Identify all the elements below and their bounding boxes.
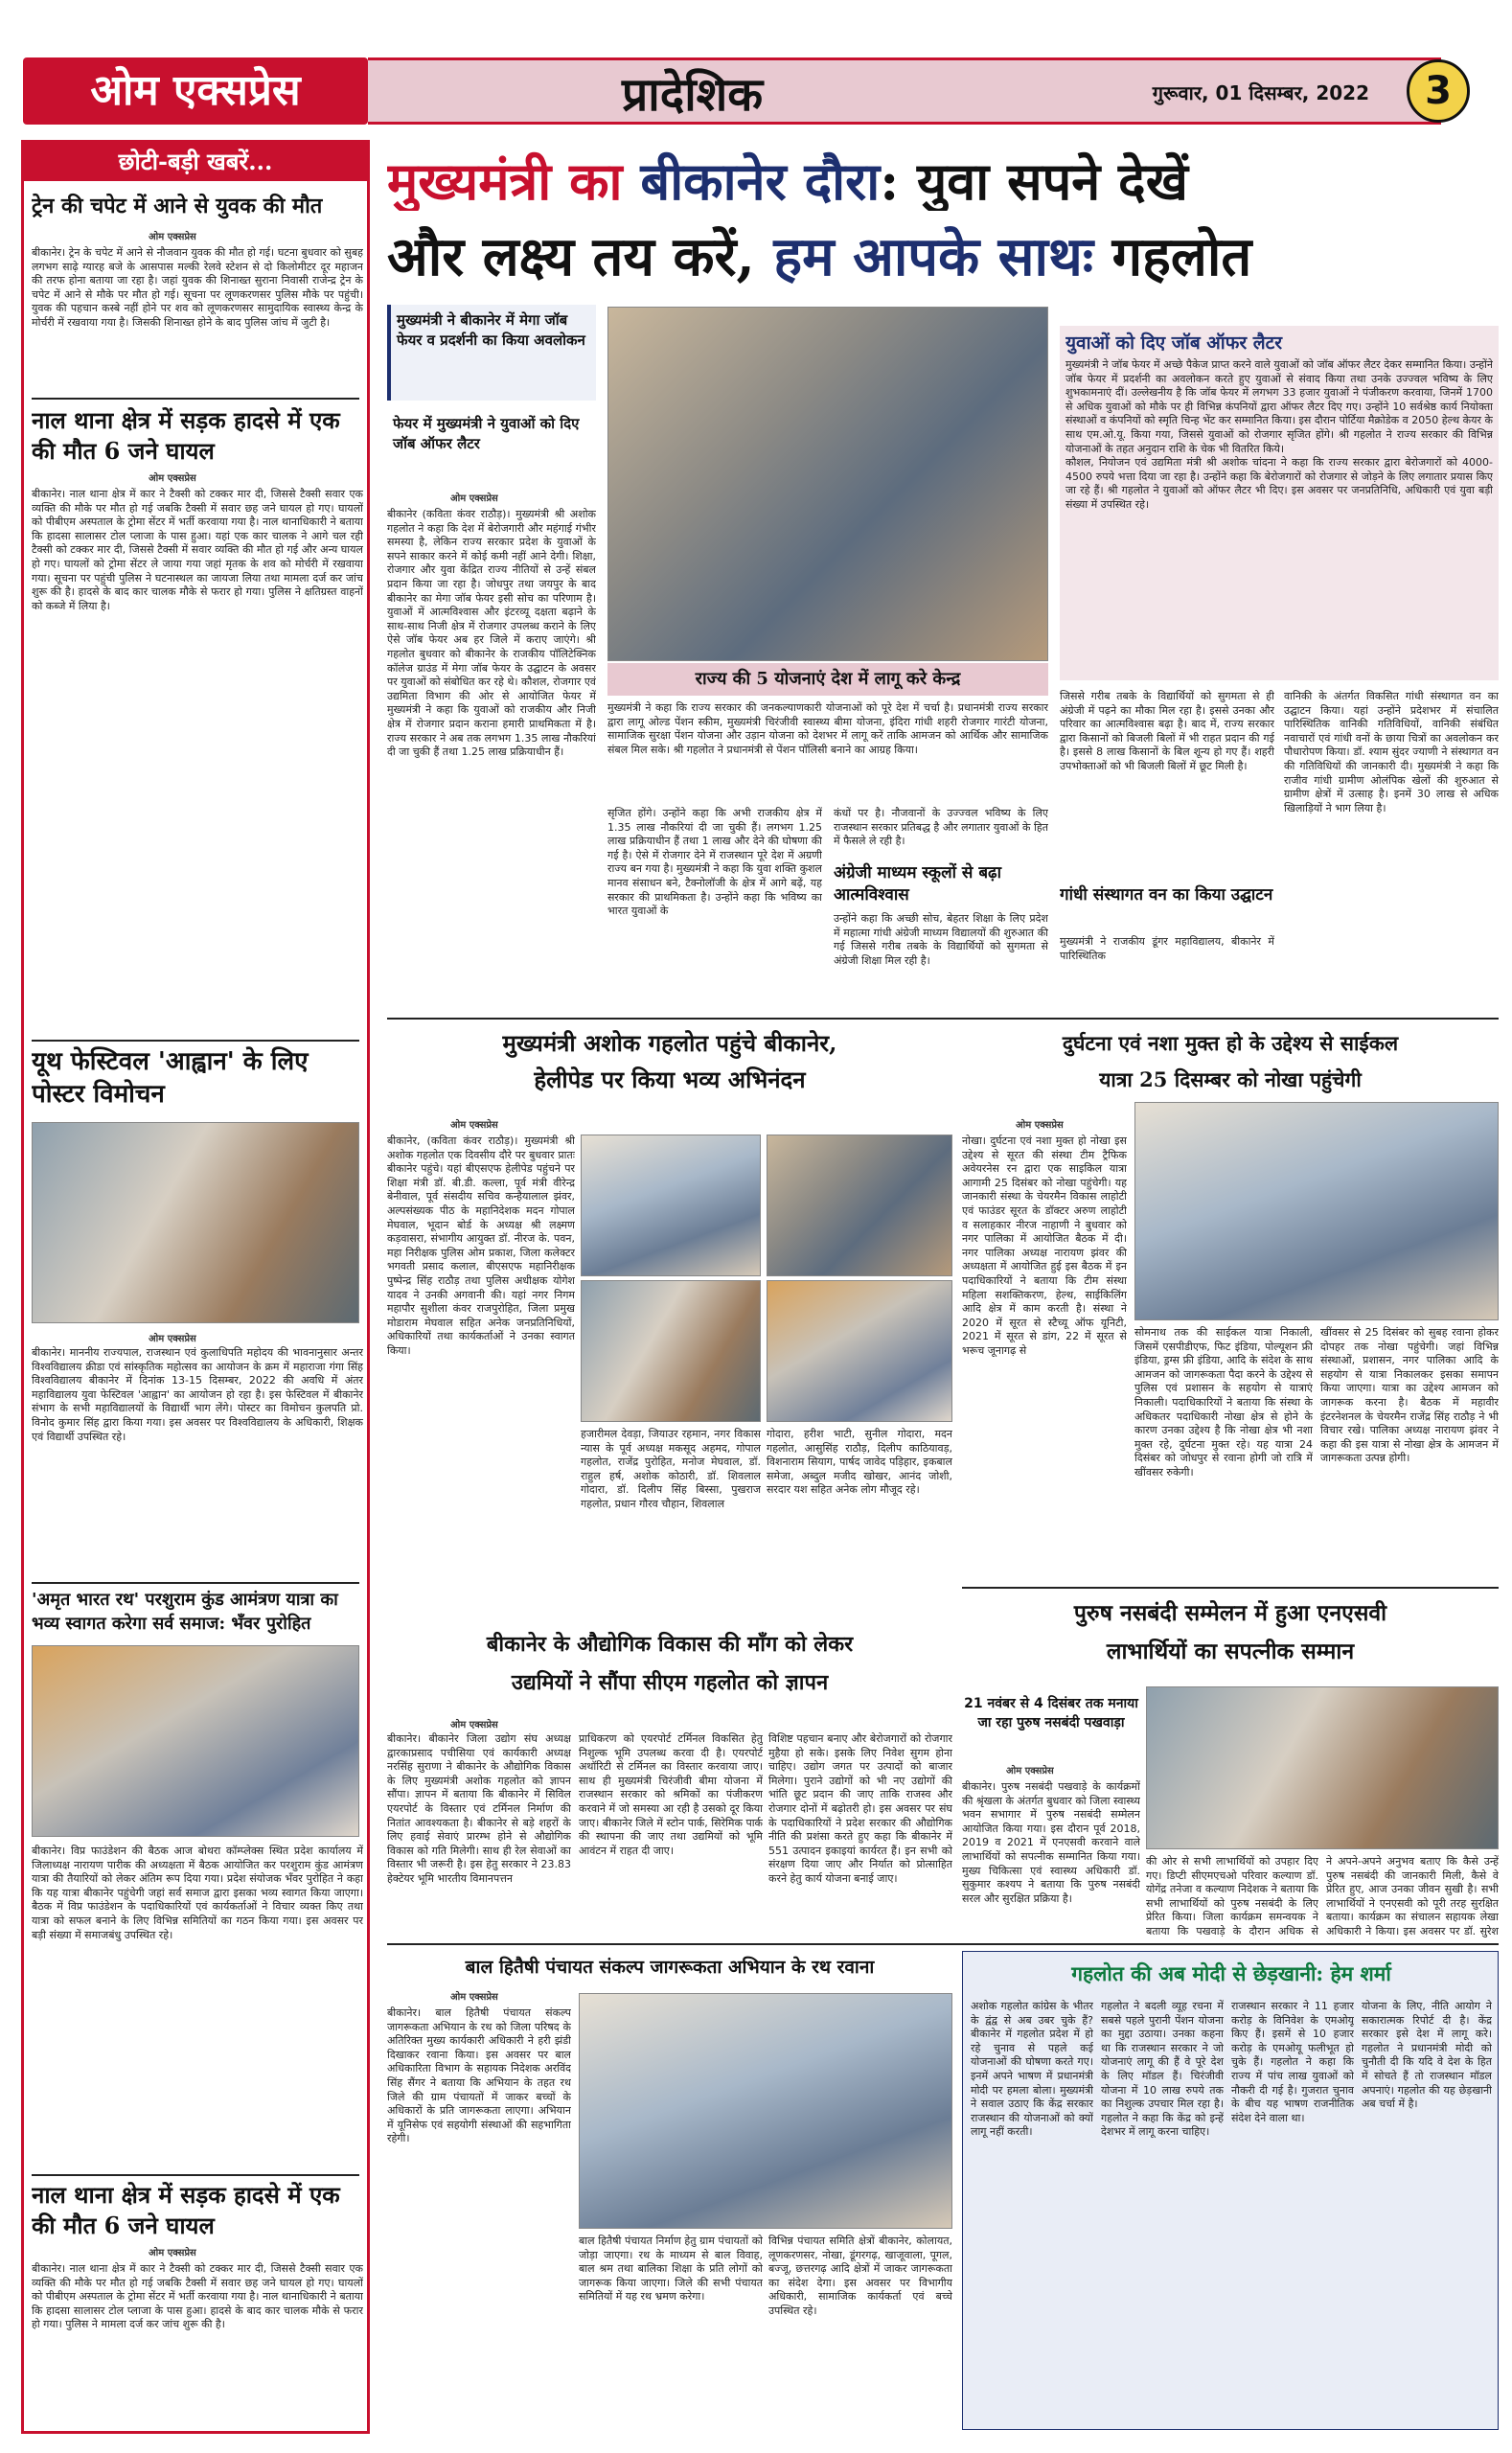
vas-col1: बीकानेर। पुरुष नसबंदी पखवाड़े के कार्यक्रमों की श्रृंखला के अंतर्गत बुधवार को जिला स्वास्थ्य भवन सभागार में पुरुष नसबंदी सम्मेलन आयोजित किया गया। इस दौरान पूर्व 2018, 2019 व 2021 में एनएसवी करवाने वाले लाभार्थियों को सपत्नीक सम्मानित किया गया। मुख्य चिकित्सा एवं स्वास्थ्य अधिकारी डॉ. सुकुमार कश्यप ने बताया कि पुरुष नसबंदी सरल और सुरक्षित प्रक्रिया है। (962, 1780, 1140, 1905)
s3-body: बीकानेर। माननीय राज्यपाल, राजस्थान एवं कुलाधिपति महोदय की भावनानुसार अन्तर विश्वविद्यालय क्रीडा एवं सांस्कृतिक महोत्सव का आयोजन के क्रम में महाराजा गंगा सिंह विश्वविद्यालय बीकानेर में दिनांक 13-15 दिसम्बर, 2022 की अवधि में अंतर महाविद्यालय युवा फेस्टिवल 'आह्वान' का आयोजन हो रहा है। इस फेस्टिवल में बीकानेर संभाग के सभी महाविद्यालयों के विद्यार्थी भाग लेंगे। पोस्टर का विमोचन कुलपति प्रो. विनोद कुमार सिंह द्वारा किया गया। इस अवसर पर विश्वविद्यालय के अधिकारी, शिक्षक एवं विद्यार्थी उपस्थित रहे। (32, 1346, 363, 1443)
divider (32, 2174, 359, 2176)
s1-body: बीकानेर। ट्रेन के चपेट में आने से नौजवान युवक की मौत हो गई। घटना बुधवार को सुबह लगभग साढ़े ग्यारह बजे के आसपास मल्की रेलवे स्टेशन से दो किलोमीटर दूर महाजन की तरफ होना बताया जा रहा है। जहां युवक की शिनाख्त सुराना निवासी राजेन्द्र ट्रेन के चपेट में आने से मौके पर मौत हो गई। सूचना पर लूणकरणसर पुलिस मौके पर पहुंची। युवक की पहचान कस्बे नहीं होने पर शव को लूणकरणसर सामुदायिक स्वास्थ्य केन्द्र के मोर्चरी में रखवाया गया है। जिसकी शिनाख्त होने के बाद पुलिस जांच में जुटी है। (32, 246, 363, 329)
divider (387, 1018, 1499, 1020)
lead-deck-1-text: मुख्यमंत्री ने बीकानेर में मेगा जॉब फेयर व प्रदर्शनी का किया अवलोकन (397, 311, 585, 349)
lead-subhead: अंग्रेजी माध्यम स्कूलों से बढ़ा आत्मविश्वास (834, 863, 1002, 905)
jobs-headline: युवाओं को दिए जॉब ऑफर लैटर (1065, 332, 1282, 354)
lead-deck-1 (387, 305, 596, 401)
dr-byline: ओम एक्सप्रेस (1016, 1120, 1064, 1131)
bal-photo (579, 1993, 952, 2229)
dr-col2: सोमनाथ तक की साईकल यात्रा निकाली, जिसमें एसपीडीएफ, फिट इंडिया, पोल्यूशन फ्री इंडिया, ड्रग्स फ्री इंडिया, आदि के संदेश के साथ आमजन को जागरूकता पैदा करने के उद्देश्य से पुलिस एवं प्रशासन के सहयोग से यात्राएं निकाली। पदाधिकारियों ने बताया कि संस्था के अधिकतर पदाधिकारी नोखा क्षेत्र से होने के कारण उनका उद्देश्य है कि नोखा क्षेत्र भी नशा मुक्त रहे, दुर्घटना मुक्त रहे। यह यात्रा 24 दिसंबर को जोधपुर से रवाना होगी जो रात्रि में खींवसर रुकेगी। (1134, 1326, 1313, 1479)
lead-head-part2: बीकानेर दौरा (640, 150, 881, 211)
vas-byline: ओम एक्सप्रेस (1006, 1766, 1054, 1777)
lead-head-part3: : युवा सपने देखें (880, 150, 1188, 211)
page-number-badge (1407, 59, 1470, 123)
sidebar-title: छोटी-बड़ी खबरें... (118, 148, 273, 175)
jobs-subhead: गांधी संस्थागत वन का किया उद्घाटन (1060, 885, 1273, 905)
divider (32, 398, 359, 400)
lead-deck-2 (387, 408, 596, 485)
lead-photo-caption: राज्य की 5 योजनाएं देश में लागू करे केन्द्र (695, 669, 961, 689)
lead-head-part1: मुख्यमंत्री का (387, 150, 641, 211)
bal-col3: विभिन्न पंचायत समिति क्षेत्रों बीकानेर, कोलायत, लूणकरणसर, नोखा, डूंगरगढ़, खाजूवाला, पूगल, बज्जू, छत्तरगढ़ आदि क्षेत्रों में जाकर जागरूकता का संदेश देगा। इस अवसर पर विभागीय अधिकारी, सामाजिक कार्यकर्ता एवं बच्चे उपस्थित रहे। (768, 2235, 952, 2317)
s4-headline: 'अमृत भारत रथ' परशुराम कुंड आमंत्रण यात्रा का भव्य स्वागत करेगा सर्व समाज: भँवर पुरोहित (32, 1590, 338, 1634)
s2-byline: ओम एक्सप्रेस (149, 473, 196, 484)
cm-photo-2 (767, 1135, 952, 1276)
lead-photo-caption-bar (607, 663, 1048, 696)
lead-deck-2-text: फेयर में मुख्यमंत्री ने युवाओं को दिए जॉब ऑफर लैटर (393, 415, 580, 452)
s1-byline: ओम एक्सप्रेस (149, 232, 196, 242)
lead-headline-1 (387, 144, 1499, 211)
hem-headline: गहलोत की अब मोदी से छेड़खानी: हेम शर्मा (1071, 1961, 1391, 1985)
jobs-box (1060, 326, 1499, 680)
sidebar-title-bar (24, 143, 367, 181)
bal-col2: बाल हितैषी पंचायत निर्माण हेतु ग्राम पंचायतों को जोड़ा जाएगा। रथ के माध्यम से बाल विवाह, बाल श्रम तथा बालिका शिक्षा के प्रति लोगों को जागरूक किया जाएगा। जिले की सभी पंचायत समितियों में यह रथ भ्रमण करेगा। (579, 2235, 763, 2304)
cm-photo-1 (581, 1135, 761, 1276)
cm-body: बीकानेर, (कविता कंवर राठौड़)। मुख्यमंत्री श्री अशोक गहलोत एक दिवसीय दौरे पर बुधवार प्रातः बीकानेर पहुंचे। यहां बीएसएफ हेलीपेड पहुंचने पर शिक्षा मंत्री डॉ. बी.डी. कल्ला, पूर्व मंत्री वीरेन्द्र बेनीवाल, पूर्व संसदीय सचिव कन्हैयालाल झंवर, अल्पसंख्यक पीठ के महानिदेशक मदन गोपाल मेघवाल, भूदान बोर्ड के अध्यक्ष श्री लक्ष्मण कड़वासरा, संभागीय आयुक्त डॉ. नीरज के. पवन, महा निरीक्षक पुलिस ओम प्रकाश, जिला कलेक्टर भगवती प्रसाद कलाल, बीएसएफ महानिरीक्षक पुष्पेन्द्र सिंह राठौड़ तथा पुलिस अधीक्षक योगेश यादव ने उनकी अगवानी की। यहां नगर निगम महापौर सुशीला कंवर राजपुरोहित, जिला प्रमुख मोडाराम मेघवाल सहित अनेक जनप्रतिनिधियों, अधिकारियों तथा कार्यकर्ताओं ने उनका स्वागत किया। (387, 1135, 575, 1357)
vas-headline-2: लाभार्थियों का सपत्नीक सम्मान (1106, 1639, 1355, 1664)
ind-col3: विशिष्ट पहचान बनाए और बेरोजगारों को रोजगार मुहैया हो सके। इसके लिए निवेश सुगम होना चाहिए। उद्योग जगत पर उत्पादों को बाजार मिलेगा। पुराने उद्योगों को भी नए उद्योगों की भांति छूट प्रदान की जाए ताकि राजस्व और रोजगार दोनों में बढ़ोतरी हो। इस अवसर पर संघ के पदाधिकारियों ने प्रदेश सरकार की औद्योगिक नीति की प्रशंसा करते हुए कहा कि बीकानेर में 551 उत्पादन इकाइयां कार्यरत हैं। इन सभी को संरक्षण दिया जाए और निर्यात को प्रोत्साहित करने हेतु कार्य योजना बनाई जाए। (768, 1732, 952, 1885)
cm-byline: ओम एक्सप्रेस (450, 1120, 498, 1131)
dr-headline (962, 1025, 1499, 1113)
cm-col2: हजारीमल देवड़ा, जियाउर रहमान, नगर विकास न्यास के पूर्व अध्यक्ष मकसूद अहमद, गोपाल गहलोत, राजेंद्र पुरोहित, मनोज मेघवाल, डॉ. राहुल हर्ष, अशोक कोठारी, डॉ. शिवलाल गोदारा, डॉ. दिलीप सिंह बिस्सा, पुखराज गहलोत, प्रधान गौरव चौहान, शिवलाल (581, 1428, 761, 1510)
masthead-paper-name: ओम एक्सप्रेस (90, 66, 301, 115)
dr-body: नोखा। दुर्घटना एवं नशा मुक्त हो नोखा इस उद्देश्य से सूरत की संस्था टीम ट्रैफिक अवेयरनेस रन द्वारा एक साइकिल यात्रा आगामी 25 दिसंबर को नोखा पहुंचेगी। यह जानकारी संस्था के चेयरमैन विकास लाहोटी एवं फाउंडर सूरत के डॉक्टर अरुण लाहोटी व सलाहकार नीरज नाहाणी ने बुधवार को नगर पालिका में आयोजित बैठक में दी। नगर पालिका अध्यक्ष नारायण झंवर की अध्यक्षता में आयोजित हुई इस बैठक में इन पदाधिकारियों ने बताया कि टीम संस्था महिला सशक्तिकरण, हेल्थ, साईकिलिंग आदि क्षेत्र में काम करती है। संस्था ने 2020 में सूरत से स्टैच्यू ऑफ यूनिटी, 2021 में सूरत से डांग, 22 में सूरत से भरूच जूनागढ़ से (962, 1135, 1127, 1357)
vas-headline-1: पुरुष नसबंदी सम्मेलन में हुआ एनएसवी (1073, 1600, 1387, 1626)
lead-body: बीकानेर (कविता कंवर राठौड़)। मुख्यमंत्री श्री अशोक गहलोत ने कहा कि देश में बेरोजगारी और महंगाई गंभीर समस्या है, लेकिन राज्य सरकार प्रदेश के युवाओं के सपने साकार करने में कोई कमी नहीं आने देगी। शिक्षा, रोजगार और युवा केंद्रित राज्य नीतियों से उन्हें संबल प्रदान किया जा रहा है। जोधपुर तथा जयपुर के बाद बीकानेर का मेगा जॉब फेयर इसी सोच का परिणाम है। युवाओं में आत्मविश्वास और इंटरव्यू दक्षता बढ़ाने के साथ-साथ निजी क्षेत्र में रोजगार उपलब्ध कराने के लिए ऐसे जॉब फेयर अब हर जिले में कराए जाएंगे। श्री गहलोत बुधवार को बीकानेर के राजकीय पॉलिटेक्निक कॉलेज ग्राउंड में मेगा जॉब फेयर के उद्घाटन के अवसर पर युवाओं को संबोधित कर रहे थे। कौशल, रोजगार एवं उद्यमिता विभाग की ओर से आयोजित फेयर में मुख्यमंत्री ने कहा कि युवाओं को राजकीय और निजी क्षेत्र में रोजगार प्रदान कराना हमारी प्राथमिकता में है। राज्य सरकार ने अब तक लगभग 1.35 लाख नौकरियां दी जा चुकी हैं तथा 1.25 लाख प्रक्रियाधीन हैं। (387, 508, 596, 759)
page-number: 3 (1425, 69, 1452, 113)
vas-headline (962, 1594, 1499, 1683)
s3-byline: ओम एक्सप्रेस (149, 1334, 196, 1344)
vas-col2: की ओर से सभी लाभार्थियों को उपहार दिए गए। डिप्टी सीएमएचओ परिवार कल्याण डॉ. योगेंद्र तनेजा व कल्याण निदेशक ने बताया कि सभी लाभार्थियों को पुरुष नसबंदी के लिए प्रेरित किया। जिला कार्यक्रम समन्वयक ने बताया कि पखवाड़े के दौरान अधिक से (1146, 1855, 1318, 1937)
dr-photo (1134, 1102, 1499, 1320)
hem-col2: गहलोत ने बदली व्यूह रचना में सबसे पहले पुरानी पेंशन योजना का मुद्दा उठाया। उनका कहना था कि राजस्थान सरकार ने जो योजनाएं लागू की हैं वे पूरे देश के लिए मॉडल हैं। चिरंजीवी योजना में 10 लाख रुपये तक का निशुल्क उपचार मिल रहा है। गहलोत ने कहा कि केंद्र को इन्हें देशभर में लागू करना चाहिए। (1101, 2000, 1224, 2139)
s5-body: बीकानेर। नाल थाना क्षेत्र में कार ने टैक्सी को टक्कर मार दी, जिससे टैक्सी सवार एक व्यक्ति की मौके पर मौत हो गई जबकि टैक्सी में सवार छह जने घायल हो गए। घायलों को पीबीएम अस्पताल के ट्रोमा सेंटर में भर्ती करवाया गया है। नाल थानाधिकारी ने बताया कि हादसा सालासर टोल प्लाजा के पास हुआ। हादसे के बाद कार चालक मौके से फरार हो गया। पुलिस ने मामला दर्ज कर जांच शुरू की है। (32, 2262, 363, 2331)
cm-headline-2: हेलीपेड पर किया भव्य अभिनंदन (534, 1066, 806, 1093)
s5-headline: नाल थाना क्षेत्र में सड़क हादसे में एक की मौत 6 जने घायल (32, 2181, 340, 2239)
ind-col2: प्राधिकरण को एयरपोर्ट टर्मिनल विकसित हेतु निशुल्क भूमि उपलब्ध करवा दी है। एयरपोर्ट अथॉरिटी से टर्मिनल का विस्तार करवाया जाए। साथ ही मुख्यमंत्री चिरंजीवी बीमा योजना में राजस्थान सरकार को श्रमिकों का पंजीकरण करवाने में जो समस्या आ रही है उसको दूर किया जाए। बीकानेर जिले में स्टोन पार्क, सिरेमिक पार्क की स्थापना की जाए तथा उद्यमियों को भूमि आवंटन में राहत दी जाए। (579, 1732, 763, 1857)
jobs-subbody: मुख्यमंत्री ने राजकीय डूंगर महाविद्यालय, बीकानेर में पारिस्थितिक (1060, 935, 1274, 962)
ind-headline-1: बीकानेर के औद्योगिक विकास की माँग को लेकर (486, 1632, 854, 1657)
s4-photo (32, 1645, 359, 1837)
vas-col3: ने अपने-अपने अनुभव बताए कि कैसे उन्हें पुरुष नसबंदी की जानकारी मिली, कैसे वे प्रेरित हुए, आज उनका जीवन सुखी है। सभी लाभार्थियों ने एनएसवी को पूरी तरह सुरक्षित बताया। कार्यक्रम का संचालन सहायक लेखा अधिकारी ने किया। इस अवसर पर डॉ. सुरेश (1326, 1855, 1499, 1937)
cm-headline (387, 1025, 952, 1113)
vas-deck (962, 1694, 1140, 1757)
lead-byline: ओम एक्सप्रेस (450, 493, 498, 504)
divider (32, 1040, 359, 1042)
masthead-band (368, 57, 1441, 125)
ind-headline-2: उद्यमियों ने सौंपा सीएम गहलोत को ज्ञापन (511, 1670, 829, 1695)
issue-date: गुरूवार, 01 दिसम्बर, 2022 (1152, 81, 1369, 104)
dr-col3: खींवसर से 25 दिसंबर को सुबह रवाना होकर दोपहर तक नोखा पहुंचेगी। जहां विभिन्न संस्थाओं, प्रशासन, नगर पालिका आदि के सहयोग से यात्रा निकालकर इसका समापन किया जाएगा। यात्रा का उद्देश्य आमजन को जागरूक करना है। बैठक में महावीर इंटरनेशनल के चेयरमैन राजेंद्र सिंह राठौड़ ने भी विचार रखे। पालिका अध्यक्ष नारायण झंवर ने कहा की इस यात्रा से नोखा क्षेत्र के आमजन में जागरूकता उत्पन्न होगी। (1320, 1326, 1499, 1465)
bal-col1: बीकानेर। बाल हितैषी पंचायत संकल्प जागरूकता अभियान के रथ को जिला परिषद के अतिरिक्त मुख्य कार्यकारी अधिकारी ने हरी झंडी दिखाकर रवाना किया। इस अवसर पर बाल अधिकारिता विभाग के सहायक निदेशक अरविंद सिंह सैंगर ने बताया कि अभियान के तहत रथ जिले की ग्राम पंचायतों में जाकर बच्चों के अधिकारों के प्रति जागरूकता लाएगा। अभियान में यूनिसेफ एवं सहयोगी संस्थाओं की सहभागिता रहेगी। (387, 2006, 571, 2145)
vas-deck-text: 21 नवंबर से 4 दिसंबर तक मनाया जा रहा पुरुष नसबंदी पखवाड़ा (964, 1696, 1138, 1731)
dr-headline-1: दुर्घटना एवं नशा मुक्त हो के उद्देश्य से साईकल (1062, 1031, 1399, 1055)
jobs-col-b: वानिकी के अंतर्गत विकसित गांधी संस्थागत वन का उद्घाटन किया। यहां उन्होंने प्रदेशभर में संचालित पारिस्थितिक वानिकी गतिविधियों, वानिकी संबंधित नवाचारों एवं गांधी वनों के छाया चित्रों का अवलोकन कर पौधारोपण किया। डॉ. श्याम सुंदर ज्याणी ने संस्थागत वन की गतिविधियों की जानकारी दी। मुख्यमंत्री ने कहा कि राजीव गांधी ग्रामीण ओलंपिक खेलों की शुरुआत से ग्रामीण क्षेत्रों में उत्साह है। इनमें 30 लाख से अधिक खिलाड़ियों ने भाग लिया है। (1284, 690, 1499, 814)
vas-photo (1146, 1686, 1499, 1849)
divider (387, 1943, 1499, 1945)
divider (32, 1582, 359, 1584)
cm-col3: गोदारा, हरीश भाटी, सुनील गोदारा, मदन गहलोत, आसुसिंह राठौड़, दिलीप काठियावड़, विशनाराम सियाग, पार्षद जावेद पड़िहार, इकबाल समेजा, अब्दुल मजीद खोखर, आनंद जोशी, सरदार यश सहित अनेक लोग मौजूद रहे। (767, 1428, 952, 1497)
section-title: प्रादेशिक (622, 68, 764, 122)
lead-subbody: उन्होंने कहा कि अच्छी सोच, बेहतर शिक्षा के लिए प्रदेश में महात्मा गांधी अंग्रेजी माध्यम विद्यालयों की शुरुआत की गई जिससे गरीब तबके के विद्यार्थियों को सुगमता से अंग्रेजी शिक्षा मिल रही है। (834, 912, 1048, 967)
sidebar (21, 140, 370, 2434)
s2-body: बीकानेर। नाल थाना क्षेत्र में कार ने टैक्सी को टक्कर मार दी, जिससे टैक्सी सवार एक व्यक्ति की मौके पर मौत हो गई जबकि टैक्सी में सवार छह जने घायल हो गए। घायलों को पीबीएम अस्पताल के ट्रोमा सेंटर में भर्ती करवाया गया है। नाल थानाधिकारी ने बताया कि हादसा सालासर टोल प्लाजा के पास हुआ। यहां एक कार चालक ने आगे चल रही टैक्सी को टक्कर मार दी, जिससे टैक्सी में सवार व्यक्ति की मौत हो गई और अन्य घायल हो गए। घायलों को ट्रोमा सेंटर ले जाया गया जहां मृतक के शव को मोर्चरी में रखवाया गया। सूचना पर पहुंची पुलिस ने घटनास्थल का जायजा लिया तथा मामला दर्ज कर जांच शुरू की है। हादसे के बाद कार चालक मौके से फरार हो गया। पुलिस ने क्षतिग्रस्त वाहनों को कब्जे में लिया है। (32, 488, 363, 612)
lead-col3: कंधों पर है। नौजवानों के उज्ज्वल भविष्य के लिए राजस्थान सरकार प्रतिबद्ध है और लगातार युवाओं के हित में फैसले ले रही है। (834, 807, 1048, 848)
lead-head2-part2: हम आपके साथः (773, 225, 1094, 288)
cm-photo-3 (581, 1280, 761, 1422)
cm-photo-4 (767, 1280, 952, 1422)
ind-col1: बीकानेर। बीकानेर जिला उद्योग संघ अध्यक्ष द्वारकाप्रसाद पचीसिया एवं कार्यकारी अध्यक्ष नरसिंह सुराणा ने बीकानेर के औद्योगिक विकास के लिए मुख्यमंत्री अशोक गहलोत को ज्ञापन सौंपा। ज्ञापन में बताया कि बीकानेर में सिविल एयरपोर्ट के विस्तार एवं टर्मिनल निर्माण की नितांत आवश्यकता है। बीकानेर से बड़े शहरों के लिए हवाई सेवाएं प्रारम्भ होने से औद्योगिक विकास को गति मिलेगी। साथ ही रेल सेवाओं का विस्तार भी जरूरी है। इस हेतु सरकार ने 23.83 हेक्टेयर भूमि भारतीय विमानपत्तन (387, 1732, 571, 1885)
jobs-body: मुख्यमंत्री ने जॉब फेयर में अच्छे पैकेज प्राप्त करने वाले युवाओं को जॉब ऑफर लैटर देकर सम्मानित किया। उन्होंने जॉब फेयर में प्रदर्शनी का अवलोकन करते हुए युवाओं से संवाद किया तथा उनके उज्ज्वल भविष्य के लिए शुभकामनाएं दीं। उल्लेखनीय है कि जॉब फेयर में लगभग 33 हजार युवाओं ने पंजीकरण करवाया, जिनमें 1700 से अधिक युवाओं को मौके पर ही विभिन्न कंपनियों द्वारा ऑफर लैटर दिए गए। उन्होंने 10 सर्वश्रेष्ठ कार्य नियोक्ता संस्थाओं व कंपनियों को स्मृति चिन्ह भेंट कर सम्मानित किया। इस दौरान पोर्टिया मैक्रोडेक व 2050 हेल्थ केयर के साथ एम.ओ.यू. किया गया, जिससे युवाओं को रोजगार सृजित होंगे। श्री गहलोत ने राज्य सरकार की विभिन्न योजनाओं के तहत अनुदान राशि के चेक भी वितरित किये। कौशल, नियोजन एवं उद्यमिता मंत्री श्री अशोक चांदना ने कहा कि राज्य सरकार द्वारा बेरोजगारों को 4000-4500 रुपये भत्ता दिया जा रहा है। उन्होंने कहा कि बेरोजगारों को रोजगार से जोड़ने के लिए लगातार प्रयास किए जा रहे हैं। श्री गहलोत ने युवाओं को ऑफर लैटर भी दिए। इस अवसर पर जनप्रतिनिधि, अधिकारी एवं युवा बड़ी संख्या में उपस्थित रहे। (1065, 358, 1493, 511)
hem-col3: राजस्थान सरकार ने 11 हजार करोड़ के विनिवेश के एमओयू किए हैं। इसमें से 10 हजार करोड़ के एमओयू फलीभूत हो चुके हैं। गहलोत ने कहा कि राज्य में पांच लाख युवाओं को नौकरी दी गई है। गुजरात चुनाव के बीच यह भाषण राजनीतिक संदेश देने वाला था। (1231, 2000, 1354, 2124)
hem-col1: अशोक गहलोत कांग्रेस के भीतर के द्वंद्व से अब उबर चुके हैं? बीकानेर में गहलोत प्रदेश में हो रहे चुनाव से पहले कई योजनाओं की घोषणा करते गए। इनमें अपने भाषण में प्रधानमंत्री मोदी पर हमला बोला। मुख्यमंत्री ने सवाल उठाए कि केंद्र सरकार राजस्थान की योजनाओं को क्यों लागू नहीं करती। (971, 2000, 1093, 2139)
ind-byline: ओम एक्सप्रेस (450, 1720, 498, 1731)
lead-photo (607, 307, 1048, 661)
s1-headline: ट्रेन की चपेट में आने से युवक की मौत (32, 194, 323, 218)
lead-caption-body: मुख्यमंत्री ने कहा कि राज्य सरकार की जनकल्याणकारी योजनाओं को पूरे देश में चर्चा है। प्रधानमंत्री राज्य सरकार द्वारा लागू ओल्ड पेंशन स्कीम, मुख्यमंत्री चिरंजीवी स्वास्थ्य बीमा योजना, इंदिरा गांधी शहरी रोजगार गारंटी योजना, सामाजिक सुरक्षा पेंशन योजना और उड़ान योजना को देशभर में लागू करें ताकि आमजन को आर्थिक और सामाजिक संबल मिल सके। श्री गहलोत ने प्रधानमंत्री से पेंशन पॉलिसी बनाने का आग्रह किया। (607, 701, 1048, 756)
cm-headline-1: मुख्यमंत्री अशोक गहलोत पहुंचे बीकानेर, (502, 1029, 837, 1057)
divider (962, 1587, 1499, 1589)
s3-photo (32, 1122, 359, 1323)
s5-byline: ओम एक्सप्रेस (149, 2248, 196, 2258)
s3-headline: यूथ फेस्टिवल 'आह्वान' के लिए पोस्टर विमोचन (32, 1047, 309, 1109)
dr-headline-2: यात्रा 25 दिसम्बर को नोखा पहुंचेगी (1099, 1067, 1362, 1091)
bal-byline: ओम एक्सप्रेस (450, 1992, 498, 2003)
s2-headline: नाल थाना क्षेत्र में सड़क हादसे में एक की मौत 6 जने घायल (32, 406, 340, 465)
lead-headline-2 (387, 218, 1499, 291)
bal-headline: बाल हितैषी पंचायत संकल्प जागरूकता अभियान के रथ रवाना (465, 1957, 875, 1978)
lead-col2: सृजित होंगे। उन्होंने कहा कि अभी राजकीय क्षेत्र में 1.35 लाख नौकरियां दी जा चुकी हैं। लगभग 1.25 लाख प्रक्रियाधीन हैं तथा 1 लाख और देने की घोषणा की गई है। ऐसे में रोजगार देने में राजस्थान पूरे देश में अग्रणी राज्य बन गया है। मुख्यमंत्री ने कहा कि युवा शक्ति कुशल मानव संसाधन बने, टैक्नोलॉजी के क्षेत्र में आगे बढ़ें, यह सरकार की प्राथमिकता है। उन्होंने कहा कि भविष्य का भारत युवाओं के (607, 807, 822, 918)
masthead (0, 0, 1512, 134)
ind-headline (387, 1625, 952, 1713)
hem-col4: योजना के लिए, नीति आयोग ने सकारात्मक रिपोर्ट दी है। केंद्र सरकार इसे देश में लागू करे। गहलोत ने प्रधानमंत्री मोदी को चुनौती दी कि यदि वे देश के हित में सोचते हैं तो राजस्थान मॉडल अपनाएं। गहलोत की यह छेड़खानी अब चर्चा में है। (1362, 2000, 1492, 2111)
lead-head2-part3: गहलोत (1093, 225, 1252, 288)
jobs-col-a: जिससे गरीब तबके के विद्यार्थियों को सुगमता से ही अंग्रेजी में पढ़ने का मौका मिल रहा है। इससे उनका और परिवार का आत्मविश्वास बढ़ा है। बाद में, राज्य सरकार द्वारा किसानों को बिजली बिलों में भी राहत प्रदान की गई है। इससे 8 लाख किसानों के बिल शून्य हो गए हैं। शहरी उपभोक्ताओं को भी बिजली बिलों में छूट मिली है। (1060, 690, 1274, 772)
s4-body: बीकानेर। विप्र फाउंडेशन की बैठक आज बोथरा कॉम्प्लेक्स स्थित प्रदेश कार्यालय में जिलाध्यक्ष नारायण पारीक की अध्यक्षता में बैठक आयोजित कर परशुराम कुंड आमंत्रण यात्रा की तैयारियों को लेकर अंतिम रूप दिया गया। प्रदेश संयोजक भँवर पुरोहित ने कहा कि यह यात्रा बीकानेर पहुंचेगी जहां सर्व समाज द्वारा इसका भव्य स्वागत किया जाएगा। बैठक में विप्र फाउंडेशन के पदाधिकारियों एवं कार्यकर्ताओं ने विचार व्यक्त किए तथा यात्रा को सफल बनाने के लिए विभिन्न समितियों का गठन किया गया। इस अवसर पर बड़ी संख्या में समाजबंधु उपस्थित रहे। (32, 1845, 363, 1941)
masthead-paper-name-box (23, 57, 368, 125)
lead-head2-part1: और लक्ष्य तय करें, (387, 225, 774, 288)
hem-box (962, 1951, 1499, 2430)
